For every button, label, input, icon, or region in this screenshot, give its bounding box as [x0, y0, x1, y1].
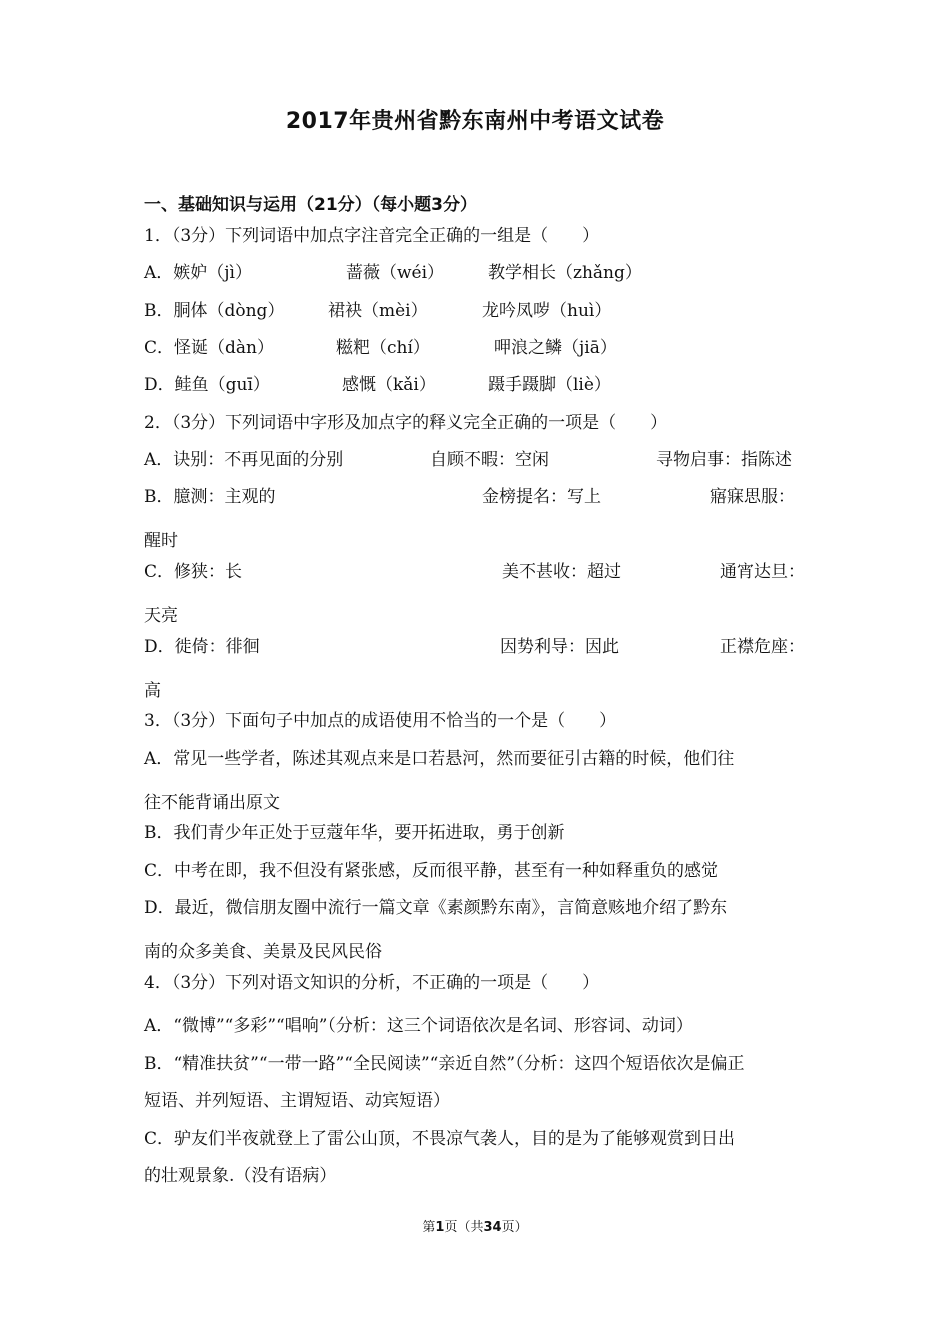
page-title: 2017年贵州省黔东南州中考语文试卷	[285, 109, 665, 134]
q4-option-b-wrap: 短语、并列短语、主谓短语、动宾短语）	[144, 1091, 450, 1111]
q2-option-d-2: 因势利导：因此	[500, 637, 619, 657]
q4-option-b: B．“精准扶贫”“一带一路”“全民阅读”“亲近自然”（分析：这四个短语依次是偏正	[144, 1054, 745, 1074]
question-2-stem: 2．（3分）下列词语中字形及加点字的释义完全正确的一项是（ ）	[144, 413, 668, 433]
current-page-number: 1	[435, 1220, 445, 1235]
footer-middle: 页（共	[444, 1220, 484, 1235]
q2-option-a-3: 寻物启事：指陈述	[656, 450, 792, 470]
q1-option-c-2: 糍粑（chí）	[336, 338, 430, 358]
q4-option-c-wrap: 的壮观景象.（没有语病）	[144, 1166, 337, 1186]
q2-option-b-wrap: 醒时	[144, 531, 178, 551]
footer-prefix: 第	[422, 1220, 436, 1235]
q1-option-d-2: 感慨（kǎi）	[342, 375, 436, 395]
q2-option-c-3: 通宵达旦：	[720, 562, 805, 582]
q1-option-d-3: 蹑手蹑脚（liè）	[488, 375, 611, 395]
q3-option-a: A．常见一些学者，陈述其观点来是口若悬河，然而要征引古籍的时候，他们往	[144, 749, 735, 769]
q2-option-b-1: B．臆测：主观的	[144, 487, 276, 507]
question-4-stem: 4．（3分）下列对语文知识的分析，不正确的一项是（ ）	[144, 973, 600, 993]
q1-option-b-3: 龙吟凤哕（huì）	[482, 301, 612, 321]
section-heading: 一、基础知识与运用（21分）（每小题3分）	[144, 195, 477, 215]
q2-option-d-1: D．徙倚：徘徊	[144, 637, 260, 657]
q3-option-c: C．中考在即，我不但没有紧张感，反而很平静，甚至有一种如释重负的感觉	[144, 861, 719, 881]
q2-option-b-3: 寤寐思服：	[710, 487, 795, 507]
q1-option-c-1: C．怪诞（dàn）	[144, 338, 274, 358]
q1-option-d-1: D．鲑鱼（guī）	[144, 375, 270, 395]
question-1-stem: 1．（3分）下列词语中加点字注音完全正确的一组是（ ）	[144, 226, 600, 246]
footer-suffix: 页）	[501, 1220, 528, 1235]
q3-option-b: B．我们青少年正处于豆蔻年华，要开拓进取，勇于创新	[144, 823, 565, 843]
q2-option-a-1: A．诀别：不再见面的分别	[144, 450, 344, 470]
q2-option-c-wrap: 天亮	[144, 606, 178, 626]
page-footer	[0, 1216, 950, 1235]
total-page-count: 34	[483, 1220, 502, 1235]
q1-option-a-1: A．嫉妒（jì）	[144, 263, 252, 283]
q4-option-c: C．驴友们半夜就登上了雷公山顶，不畏凉气袭人，目的是为了能够观赏到日出	[144, 1129, 736, 1149]
q2-option-b-2: 金榜提名：写上	[482, 487, 601, 507]
q1-option-c-3: 呷浪之鳞（jiā）	[494, 338, 617, 358]
q3-option-d: D．最近，微信朋友圈中流行一篇文章《素颜黔东南》，言简意赅地介绍了黔东	[144, 898, 728, 918]
q2-option-c-2: 美不甚收：超过	[502, 562, 621, 582]
q1-option-b-1: B．胴体（dòng）	[144, 301, 285, 321]
q4-option-a: A．“微博”“多彩”“唱响”（分析：这三个词语依次是名词、形容词、动词）	[144, 1016, 693, 1036]
q2-option-d-wrap: 高	[144, 681, 161, 701]
q1-option-a-2: 蔷薇（wéi）	[346, 263, 445, 283]
q2-option-a-2: 自顾不暇：空闲	[430, 450, 549, 470]
q3-option-a-wrap: 往不能背诵出原文	[144, 793, 280, 813]
q3-option-d-wrap: 南的众多美食、美景及民风民俗	[144, 942, 382, 962]
q2-option-c-1: C．修狭：长	[144, 562, 243, 582]
q1-option-a-3: 教学相长（zhǎng）	[488, 263, 642, 283]
q1-option-b-2: 裙袂（mèi）	[328, 301, 428, 321]
q2-option-d-3: 正襟危座：	[720, 637, 805, 657]
question-3-stem: 3．（3分）下面句子中加点的成语使用不恰当的一个是（ ）	[144, 711, 617, 731]
